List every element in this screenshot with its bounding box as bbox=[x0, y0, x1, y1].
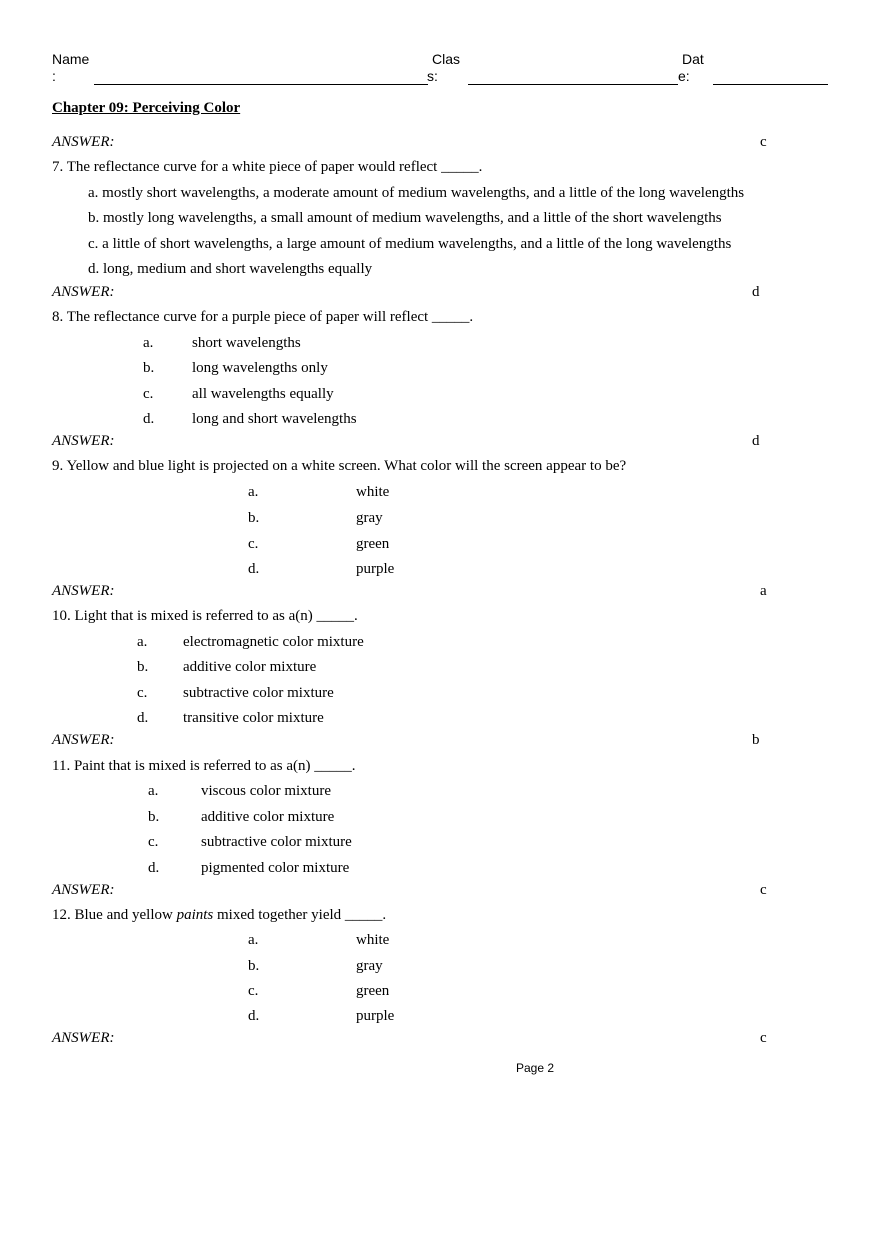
option-letter: b. bbox=[148, 809, 160, 825]
question-stem: 8. The reflectance curve for a purple piece of paper will reflect _____. bbox=[52, 309, 474, 325]
page-number: Page 2 bbox=[516, 1061, 555, 1075]
option-text: green bbox=[356, 536, 390, 552]
chapter-title: Chapter 09: Perceiving Color bbox=[52, 100, 241, 116]
option-letter: b. bbox=[88, 210, 100, 226]
option-text: pigmented color mixture bbox=[201, 860, 350, 876]
date-field[interactable] bbox=[713, 84, 828, 85]
option-text: purple bbox=[356, 1008, 395, 1024]
option-letter: a. bbox=[143, 335, 154, 351]
option-letter: a. bbox=[248, 932, 259, 948]
option-text: white bbox=[356, 932, 390, 948]
option-letter: c. bbox=[248, 983, 259, 999]
option-text: long, medium and short wavelengths equally bbox=[103, 261, 373, 277]
option-letter: d. bbox=[148, 860, 160, 876]
option-text: a little of short wavelengths, a large amount of medium wavelengths, and a little of the long wavelengths bbox=[102, 236, 732, 252]
option-letter: d. bbox=[88, 261, 100, 277]
option-text: subtractive color mixture bbox=[201, 834, 352, 850]
answer-value: c bbox=[760, 882, 767, 898]
option-letter: a. bbox=[248, 484, 259, 500]
answer-value: d bbox=[752, 284, 760, 300]
option-letter: b. bbox=[143, 360, 155, 376]
answer-label: ANSWER: bbox=[52, 732, 115, 748]
option-text: electromagnetic color mixture bbox=[183, 634, 364, 650]
option-letter: d. bbox=[143, 411, 155, 427]
answer-value: a bbox=[760, 583, 767, 599]
answer-value: d bbox=[752, 433, 760, 449]
option-text: mostly long wavelengths, a small amount of medium wavelengths, and a little of the short wavelengths bbox=[103, 210, 722, 226]
option-text: long and short wavelengths bbox=[192, 411, 357, 427]
option-letter: a. bbox=[137, 634, 148, 650]
stem-text: 12. Blue and yellow bbox=[52, 907, 177, 923]
question-stem bbox=[52, 907, 386, 924]
option-letter: b. bbox=[248, 958, 260, 974]
answer-label: ANSWER: bbox=[52, 882, 115, 898]
option-text: all wavelengths equally bbox=[192, 386, 334, 402]
option-letter: d. bbox=[137, 710, 149, 726]
option-letter: c. bbox=[143, 386, 154, 402]
option-row bbox=[88, 236, 731, 253]
date-label-suffix: e: bbox=[678, 68, 690, 84]
answer-label: ANSWER: bbox=[52, 134, 115, 150]
option-text: gray bbox=[356, 510, 383, 526]
option-text: green bbox=[356, 983, 390, 999]
option-letter: b. bbox=[248, 510, 260, 526]
answer-label: ANSWER: bbox=[52, 284, 115, 300]
name-label-colon: : bbox=[52, 68, 56, 84]
option-text: purple bbox=[356, 561, 395, 577]
date-label: Dat bbox=[682, 51, 704, 67]
class-label-suffix: s: bbox=[427, 68, 438, 84]
name-label: Name bbox=[52, 51, 90, 67]
option-text: mostly short wavelengths, a moderate amount of medium wavelengths, and a little of the long wavelengths bbox=[102, 185, 745, 201]
answer-value: c bbox=[760, 134, 767, 150]
option-text: subtractive color mixture bbox=[183, 685, 334, 701]
option-letter: c. bbox=[88, 236, 99, 252]
question-stem: 10. Light that is mixed is referred to as a(n) _____. bbox=[52, 608, 358, 624]
option-letter: d. bbox=[248, 561, 260, 577]
question-stem: 7. The reflectance curve for a white piece of paper would reflect _____. bbox=[52, 159, 483, 175]
option-letter: a. bbox=[148, 783, 159, 799]
option-row bbox=[88, 185, 744, 202]
option-letter: c. bbox=[148, 834, 159, 850]
option-text: viscous color mixture bbox=[201, 783, 331, 799]
option-letter: d. bbox=[248, 1008, 260, 1024]
name-field[interactable] bbox=[94, 84, 428, 85]
class-field[interactable] bbox=[468, 84, 678, 85]
answer-label: ANSWER: bbox=[52, 433, 115, 449]
answer-label: ANSWER: bbox=[52, 583, 115, 599]
option-text: additive color mixture bbox=[201, 809, 335, 825]
option-letter: c. bbox=[137, 685, 148, 701]
class-label: Clas bbox=[432, 51, 461, 67]
option-text: gray bbox=[356, 958, 383, 974]
option-row bbox=[88, 261, 372, 278]
stem-text: mixed together yield _____. bbox=[213, 907, 387, 923]
answer-value: c bbox=[760, 1030, 767, 1046]
question-stem: 9. Yellow and blue light is projected on a white screen. What color will the screen appear to be? bbox=[52, 458, 627, 474]
option-letter: a. bbox=[88, 185, 99, 201]
answer-label: ANSWER: bbox=[52, 1030, 115, 1046]
option-text: short wavelengths bbox=[192, 335, 301, 351]
question-stem: 11. Paint that is mixed is referred to as a(n) _____. bbox=[52, 758, 356, 774]
answer-value: b bbox=[752, 732, 760, 748]
option-row bbox=[88, 210, 722, 227]
option-text: long wavelengths only bbox=[192, 360, 328, 376]
option-letter: c. bbox=[248, 536, 259, 552]
stem-emphasis: paints bbox=[176, 907, 214, 923]
option-text: white bbox=[356, 484, 390, 500]
option-text: transitive color mixture bbox=[183, 710, 324, 726]
option-letter: b. bbox=[137, 659, 149, 675]
option-text: additive color mixture bbox=[183, 659, 317, 675]
